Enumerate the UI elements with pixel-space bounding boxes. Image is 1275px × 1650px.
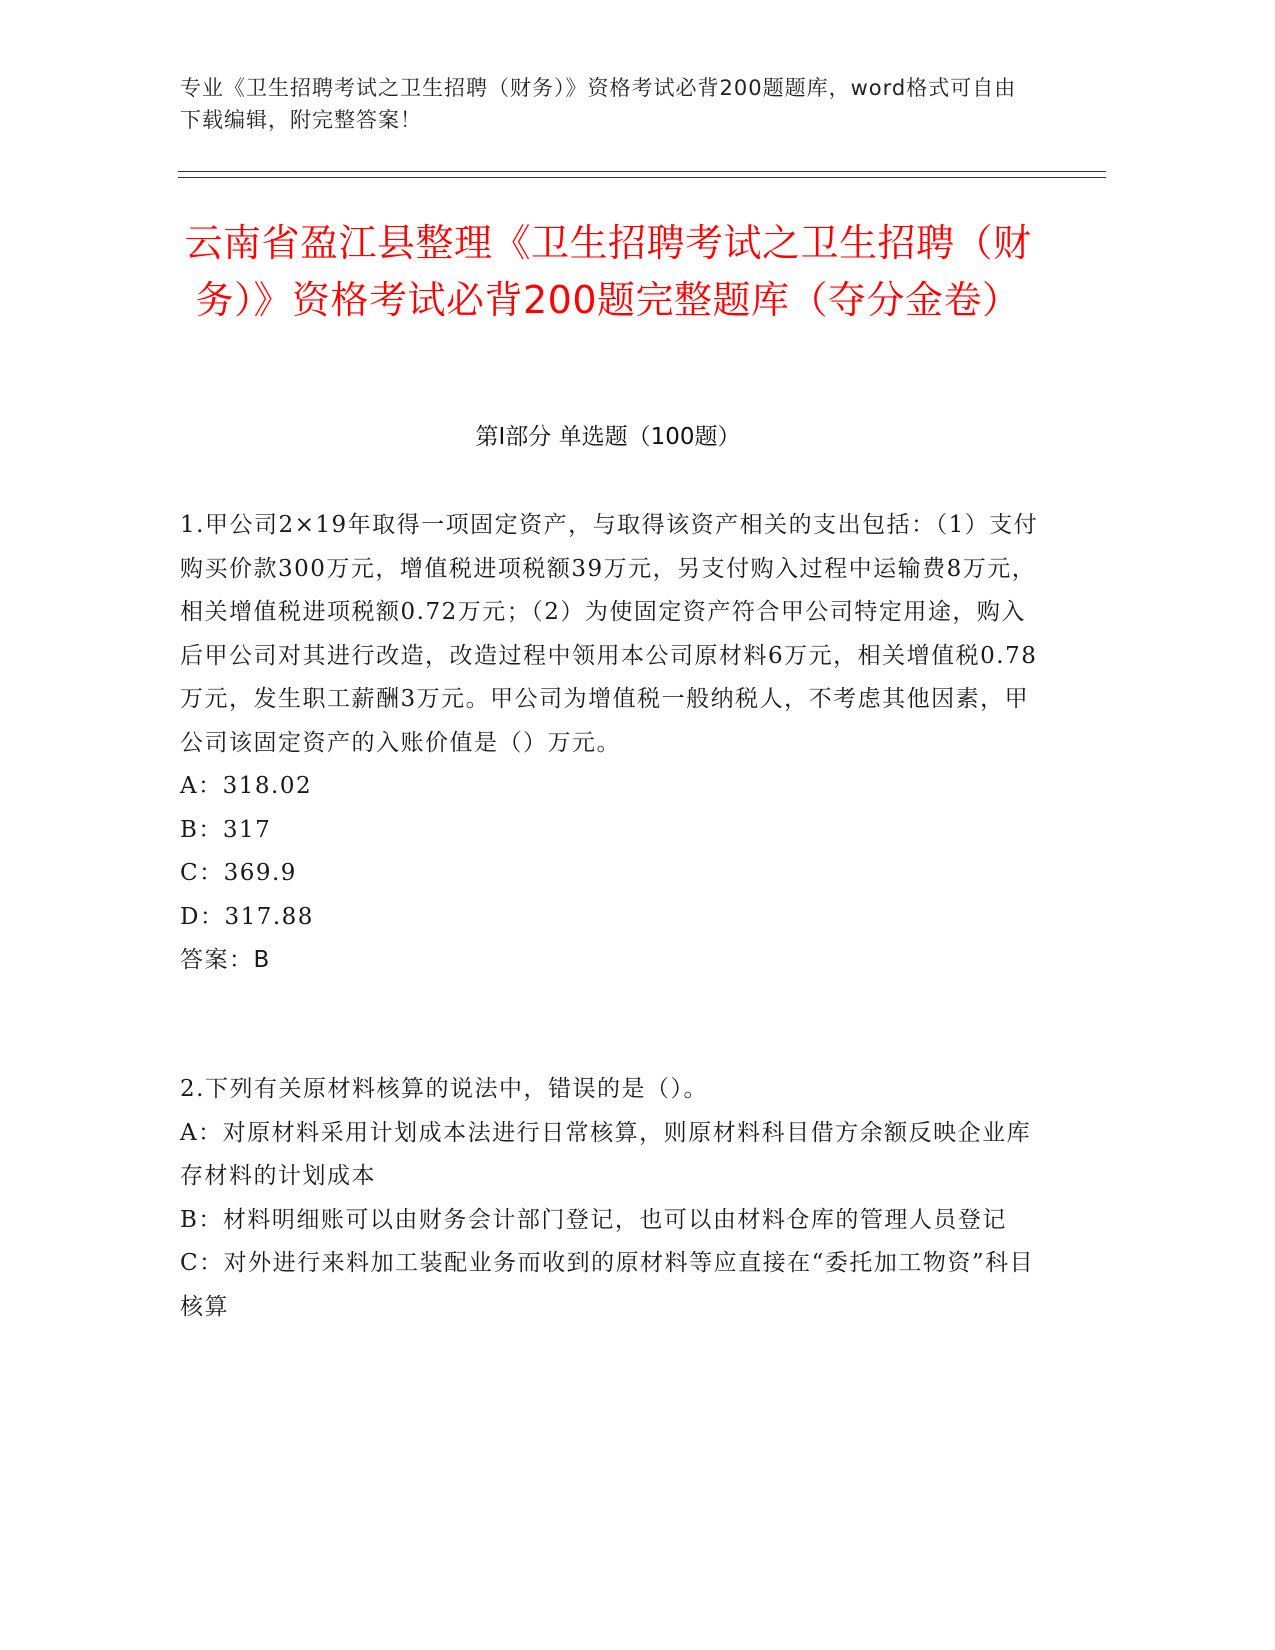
header-note: 专业《卫生招聘考试之卫生招聘（财务）》资格考试必背200题题库，word格式可自由下载编辑，附完整答案！ — [180, 76, 1017, 132]
question-2 — [180, 1068, 1040, 1329]
option-a: A：对原材料采用计划成本法进行日常核算，则原材料科目借方余额反映企业库存材料的计划成本 — [180, 1119, 1032, 1189]
section-heading: 第I部分 单选题（100题） — [475, 424, 741, 450]
option-b: B：317 — [180, 816, 272, 843]
answer: 答案：B — [180, 947, 271, 973]
option-d: D：317.88 — [180, 903, 314, 930]
option-a: A：318.02 — [180, 773, 313, 799]
header-divider-bottom — [178, 177, 1106, 178]
question-stem: 2.下列有关原材料核算的说法中，错误的是（）。 — [180, 1076, 708, 1102]
question-1 — [180, 504, 1040, 983]
option-c: C：对外进行来料加工装配业务而收到的原材料等应直接在“委托加工物资”科目核算 — [180, 1250, 1035, 1320]
option-c: C：369.9 — [180, 860, 297, 886]
question-stem: 1.甲公司2×19年取得一项固定资产，与取得该资产相关的支出包括：（1）支付购买价款300万元，增值税进项税额39万元，另支付购入过程中运输费8万元，相关增值税进项税额0.72万元；（2）为使固定资产符合甲公司特定用途，购入后甲公司对其进行改造，改造过程中领用本公司原材料6万元，相关增值税0.78万元，发生职工薪酬3万元。甲公司为增值税一般纳税人，不考虑其他因素，甲公司该固定资产的入账价值是（）万元。 — [180, 512, 1039, 756]
document-title: 云南省盈江县整理《卫生招聘考试之卫生招聘（财务）》资格考试必背200题完整题库（夺分金卷） — [184, 221, 1032, 322]
option-b: B：材料明细账可以由财务会计部门登记，也可以由材料仓库的管理人员登记 — [180, 1206, 1007, 1233]
header-divider-top — [178, 171, 1106, 172]
